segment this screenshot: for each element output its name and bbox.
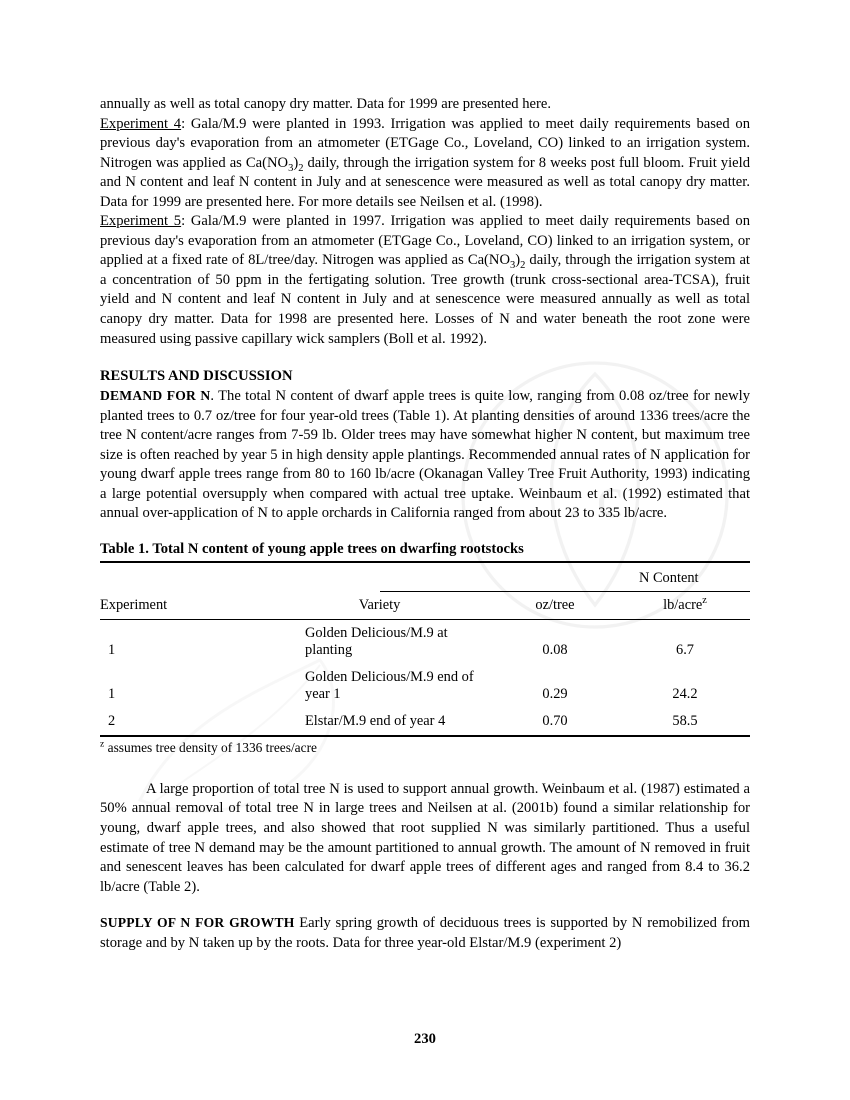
- cell-variety: Elstar/M.9 end of year 4: [305, 712, 446, 729]
- demand-for-n-text: . The total N content of dwarf apple trees is quite low, ranging from 0.08 oz/tree for newly planted trees to 0.7 oz/tree for four year-old trees (Table 1). At planting densities of around 1336 trees/acre the tree N content/acre ranges from 7-59 lb. Older trees may have somewhat higher N content, but maximum tree size is often reached by year 5 in high density apple plantings. Recommended annual rates of N application for young dwarf apple trees range from 80 to 160 lb/acre (Okanagan Valley Tree Fruit Authority, 1993) indicating a large potential oversupply when compared with actual tree uptake. Weinbaum et al. (1992) estimated that annual over-application of N to apple orchards in California ranged from about 23 to 335 lb/acre.: [100, 388, 750, 522]
- table-header-superscript: z: [702, 595, 707, 607]
- experiment-5-label: Experiment 5: [100, 213, 182, 230]
- cell-experiment: 1: [108, 641, 116, 658]
- cell-variety: Golden Delicious/M.9 at planting: [305, 624, 448, 658]
- paragraph-supply-of-n: [100, 914, 750, 953]
- cell-oz-tree: 0.29: [542, 685, 568, 702]
- table-header-oz-tree: oz/tree: [535, 596, 575, 613]
- svg-text:. c: . c: [566, 464, 624, 530]
- supply-of-n-text: Early spring growth of deciduous trees is supported by N remobilized from storage and by N taken up by the roots. Data for three year-old Elstar/M.9 (experiment 2): [100, 915, 750, 951]
- table-row: [100, 708, 750, 735]
- cell-experiment: 2: [108, 712, 116, 729]
- document-body: [100, 95, 750, 953]
- experiment-4-label: Experiment 4: [100, 115, 182, 132]
- page-number: 230: [414, 1031, 436, 1047]
- experiment-4-text: : Gala/M.9 were planted in 1993. Irrigation was applied to meet daily requirements based on previous day's evaporation from an atmometer (ETGage Co., Loveland, CO) linked to an irrigation system. Nitrogen was applied as $Ca(NO_3)_2$ daily, through the irrigation system for 8 weeks post full bloom. Fruit yield and N content and leaf N content in July and at senescence were measured as well as total canopy dry matter. Data for 1999 are presented here. For more details see Neilsen et al. (1998).: [100, 115, 751, 210]
- demand-for-n-heading: DEMAND FOR N: [100, 388, 211, 404]
- cell-oz-tree: 0.08: [542, 641, 568, 658]
- section-heading-results: RESULTS AND DISCUSSION: [100, 368, 293, 385]
- paragraph-experiment-4: [100, 115, 750, 213]
- table-row: [100, 620, 750, 664]
- cell-lb-acre: 24.2: [672, 685, 698, 702]
- table-header-experiment: Experiment: [100, 596, 168, 613]
- table-1: [100, 541, 750, 756]
- cell-variety: Golden Delicious/M.9 end of year 1: [305, 668, 474, 702]
- paragraph-experiment-5: [100, 212, 750, 349]
- table-footnote: [100, 740, 750, 756]
- paragraph-intro-continued: annually as well as total canopy dry matter. Data for 1999 are presented here.: [100, 96, 552, 112]
- cell-experiment: 1: [108, 685, 116, 702]
- paragraph-after-table: A large proportion of total tree N is used to support annual growth. Weinbaum et al. (1987) estimated a 50% annual removal of total tree N in large trees and Neilsen at al. (2001b) found a similar relationship for young, dwarf apple trees, and also showed that root supplied N was similarly partitioned. Thus a useful estimate of tree N demand may be the amount partitioned to annual growth. The amount of N removed in fruit and senescent leaves has been calculated for dwarf apple trees of different ages and ranged from 8.4 to 36.2 lb/acre (Table 2).: [100, 780, 750, 895]
- experiment-5-text: : Gala/M.9 were planted in 1997. Irrigation was applied to meet daily requirements based on previous day's evaporation from an atmometer (ETGage Co., Loveland, CO) linked to an irrigation system, or applied at a fixed rate of 8L/tree/day. Nitrogen was applied as $Ca(NO_3)_2$ daily, through the irrigation system at a concentration of 50 ppm in the fertigating solution. Tree growth (trunk cross-sectional area-TCSA), fruit yield and N content and leaf N content in July and at senescence were measured annually as well as total canopy dry matter. Data for 1998 are presented here. Losses of N and water beneath the root zone were measured using passive capillary wick samplers (Boll et al. 1992).: [100, 213, 751, 347]
- cell-oz-tree: 0.70: [542, 712, 568, 729]
- supply-of-n-heading: SUPPLY OF N FOR GROWTH: [100, 915, 295, 931]
- table-header-variety: Variety: [358, 596, 401, 613]
- table-row: [100, 664, 750, 708]
- table-header-n-content: N Content: [638, 569, 699, 586]
- table-1-header-row2: [100, 592, 750, 619]
- footnote-text: assumes tree density of 1336 trees/acre: [104, 739, 317, 755]
- table-1-grid: [100, 563, 750, 591]
- table-header-group-row: [100, 563, 750, 591]
- footnote-marker: z: [100, 738, 105, 750]
- table-header-row: [100, 592, 750, 619]
- table-1-body: [100, 620, 750, 735]
- paragraph-demand-for-n: [100, 387, 750, 524]
- table-header-lb-acre: lb/acre$^z$: [663, 595, 707, 613]
- cell-lb-acre: 58.5: [672, 712, 698, 729]
- cell-lb-acre: 6.7: [676, 641, 694, 658]
- table-bottom-rule: [100, 735, 750, 737]
- table-1-caption: Table 1. Total N content of young apple trees on dwarfing rootstocks: [100, 540, 524, 557]
